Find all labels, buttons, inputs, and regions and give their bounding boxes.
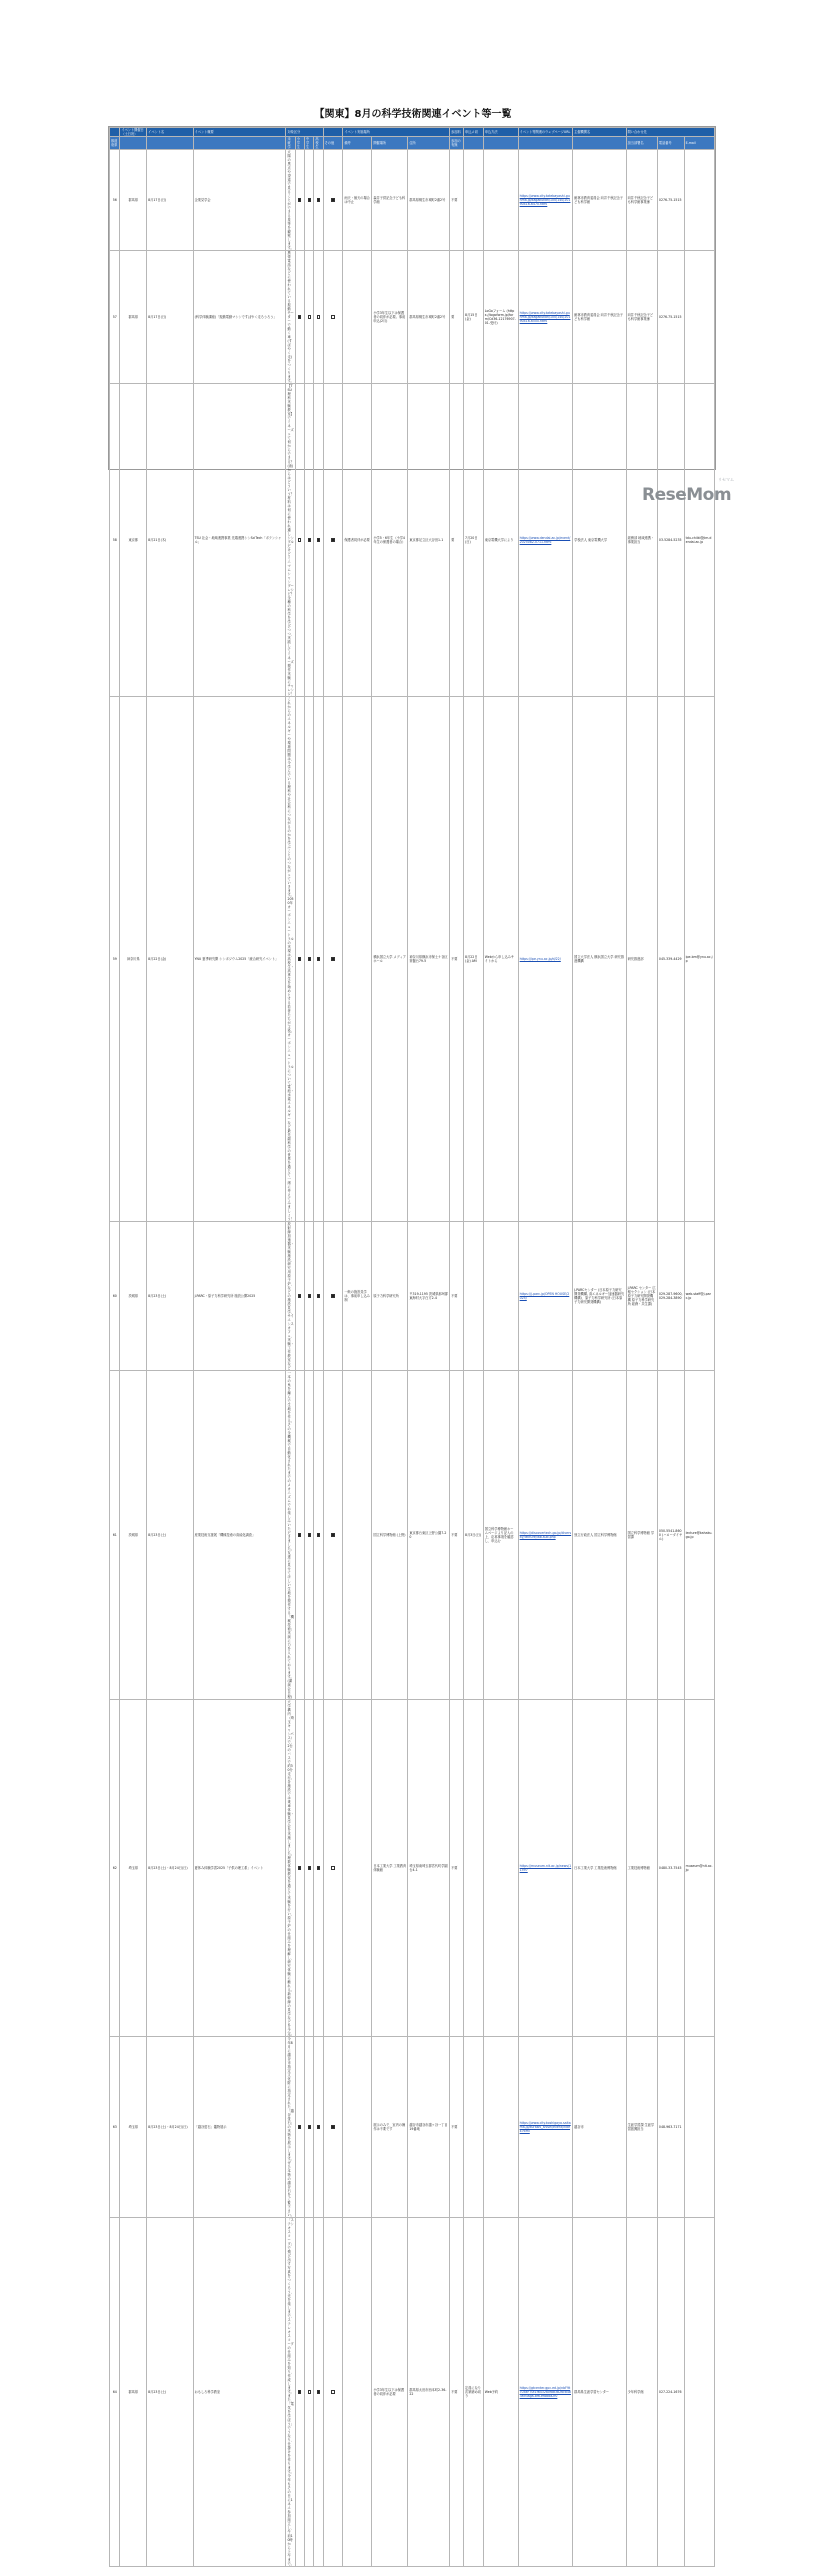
cell-url <box>518 251 573 384</box>
cell-target-check <box>323 697 343 1222</box>
cell-target-check <box>305 697 314 1222</box>
checkbox-icon <box>308 315 311 318</box>
cell-fee: 不要 <box>450 1700 464 2037</box>
header-cell <box>120 137 147 150</box>
checkbox-icon <box>331 2390 334 2393</box>
cell-note <box>343 251 372 384</box>
cell-method <box>483 2037 518 2218</box>
logo-text: ReseMom <box>642 485 732 505</box>
cell-fee: 不要 <box>450 1371 464 1700</box>
cell-target-check <box>314 2037 323 2218</box>
header-cell: 開催場所 <box>372 137 408 150</box>
cell-summary: 今年8月に越谷市指定文化財に指定された「越谷蛍石」の実物を展示します。ぜひ本物の越谷石をご覧下さい。 <box>287 2037 294 2217</box>
cell-pref: 埼玉県 <box>120 2037 147 2218</box>
cell-dept: 生涯学習課 生涯学習振興担当 <box>626 2037 657 2218</box>
header-cell: 担当部署名 <box>626 137 657 150</box>
cell-place: 小学3年生以下は保護者の同伴が必要。事前申込(2月) <box>372 251 408 384</box>
cell-pref: 群馬県 <box>120 2218 147 2567</box>
cell-target-check <box>314 1700 323 2037</box>
cell-addr: 東京都台東区上野公園7-20 <box>408 1371 450 1700</box>
header-cell: E-mail <box>684 137 714 150</box>
header-cell: 参加の有無 <box>450 137 464 150</box>
cell-date: 8月23日(土) <box>147 1222 193 1371</box>
cell-dept: 少年科学館 <box>626 2218 657 2567</box>
header-cell: 高校生 <box>314 137 323 150</box>
checkbox-icon <box>331 2125 334 2128</box>
event-url-link[interactable]: https://discovertech.go.jp/diversity/lecture/lab-sub.php <box>519 1531 572 1539</box>
table-row <box>110 1371 715 1700</box>
cell-tel: 048-963-7171 <box>657 2037 684 2218</box>
checkbox-icon <box>317 538 320 541</box>
checkbox-icon <box>298 1533 301 1536</box>
cell-no: 59 <box>110 697 120 1222</box>
header-cell <box>518 137 573 150</box>
checkbox-icon <box>331 198 334 201</box>
checkbox-icon <box>331 538 334 541</box>
cell-email: ipe-bm@ynu.ac.jp <box>684 697 714 1222</box>
cell-org: J-PARCセンター (日本原子力研究開発機構, 高エネルギー加速器研究機構)、原子力科学研究所 (日本原子力研究開発機構) <box>573 1222 626 1371</box>
cell-dept: 総務部 地域連携・事業担当 <box>626 384 657 697</box>
checkbox-icon <box>317 957 320 960</box>
checkbox-icon <box>308 198 311 201</box>
cell-fee: 不要 <box>450 2037 464 2218</box>
header-cell <box>147 137 193 150</box>
table-row <box>110 251 715 384</box>
header-cell: イベント実施場所 <box>343 128 450 137</box>
cell-target-check <box>295 1371 304 1700</box>
checkbox-icon <box>331 1294 334 1297</box>
cell-name: YNU 夏季研究開 シンポジウム2025「統合研究イベント」 <box>193 697 286 1222</box>
table-row <box>110 384 715 697</box>
cell-org: 学校法人 東京電機大学 <box>573 384 626 697</box>
checkbox-icon <box>308 1294 311 1297</box>
cell-email: lecture@kahaku.go.jp <box>684 1371 714 1700</box>
cell-method: Webから申し込みサイトから <box>483 697 518 1222</box>
cell-addr: 神奈川県横浜市保土ケ谷区常盤台79-5 <box>408 697 450 1222</box>
checkbox-icon <box>298 198 301 201</box>
cell-deadline <box>464 1222 484 1371</box>
checkbox-icon <box>298 2390 301 2393</box>
cell-fee: 不要 <box>450 1222 464 1371</box>
header-row-top <box>110 128 715 137</box>
cell-deadline: 定員になり次第締め切り <box>464 2218 484 2567</box>
cell-deadline: 8月22日(金) AM <box>464 697 484 1222</box>
cell-target-check <box>314 1222 323 1371</box>
cell-email <box>684 2218 714 2567</box>
cell-name: おもしろ科学教室 <box>193 2218 286 2567</box>
cell-target-check <box>305 384 314 697</box>
header-cell: 主催機関名 <box>573 128 626 137</box>
cell-email: museum@nit.ac.jp <box>684 1700 714 2037</box>
event-url-link[interactable]: https://gtcenter.gpc.ed.jp/nbF9tT04kF70t1f6432a0f8b3b26cb4b3a93aga-8f6-ef8bba2f0 <box>519 2386 571 2398</box>
cell-method <box>483 150 518 251</box>
header-cell: 問い合わせ先 <box>626 128 714 137</box>
header-cell: イベント等関連のウェブページURL <box>518 128 573 137</box>
cell-summary: 【TSU理科実験教室】でミネーズって何からできる？(油)からはどういう？ 材料は何に使われ適しシンプルだけどミニマムシャンプーレシピ？ 全種の科学を学びつつ、実践してミネーズ製作実験にチャレンジ！ <box>287 384 294 696</box>
cell-url <box>518 2037 573 2218</box>
cell-org: 館林市教育委員会 向井千秋記念子ども科学館 <box>573 150 626 251</box>
cell-org: 日本工業大学 工業技術博物館 <box>573 1700 626 2037</box>
cell-tel: 0276-75-1515 <box>657 251 684 384</box>
event-url-link[interactable]: https://www.city.tatebayashi.gunma.jp/kagakukan/100/140/20190416-6500.html <box>519 311 571 323</box>
cell-dept: J-PARC センター 広報セクション (日本原子力研究開発機構 原子力科学研究所 総務・共生課) <box>626 1222 657 1371</box>
checkbox-icon <box>308 538 311 541</box>
cell-name: 夏休み体験学習2025「子供の理工系」イベント <box>193 1700 286 2037</box>
checkbox-icon <box>308 2390 311 2393</box>
header-cell <box>464 137 484 150</box>
cell-target-check <box>295 2037 304 2218</box>
cell-date: 8月17日(日) <box>147 150 193 251</box>
cell-name: J-PARC・原子力科学研究所 施設公開2025 <box>193 1222 286 1371</box>
cell-date: 8月21日(木) <box>147 384 193 697</box>
checkbox-icon <box>308 1533 311 1536</box>
checkbox-icon <box>298 315 301 318</box>
header-cell: 中学生 <box>305 137 314 150</box>
header-cell <box>193 137 286 150</box>
cell-fee: 不要 <box>450 2218 464 2567</box>
cell-summary: 放射線加速器・実験施設、研究用原子炉、などの施設見学、サイエンスカフェ、実験・工作教室など <box>287 1222 294 1370</box>
cell-name: 「越谷蛍石」鑑物展示 <box>193 2037 286 2218</box>
event-url-link[interactable]: https://www.dendai.ac.jp/event/2025082-0711.html <box>519 536 571 544</box>
cell-date: 8月17日(日) <box>147 251 193 384</box>
cell-email <box>684 251 714 384</box>
cell-method <box>483 1700 518 2037</box>
cell-url <box>518 1371 573 1700</box>
checkbox-icon <box>298 538 301 541</box>
cell-place: 原子力科学研究所 <box>372 1222 408 1371</box>
cell-email: web-staff@j-parc.jp <box>684 1222 714 1371</box>
cell-target-check <box>305 251 314 384</box>
cell-addr: 東京都足立区大谷田1-1 <box>408 384 450 697</box>
cell-dept: 工業技術博物館 <box>626 1700 657 2037</box>
cell-no: 63 <box>110 2037 120 2218</box>
cell-fee: 不要 <box>450 697 464 1222</box>
cell-dept: 向井千秋記念子ども科学館事業係 <box>626 150 657 251</box>
header-cell: その他 <box>323 137 343 150</box>
cell-target-check <box>305 1371 314 1700</box>
cell-deadline <box>464 1700 484 2037</box>
cell-dept: 国立科学博物館 学習課 <box>626 1371 657 1700</box>
cell-no: 58 <box>110 384 120 697</box>
cell-date: 8月23日(土) <box>147 1371 193 1700</box>
cell-org: 独立行政法人 国立科学博物館 <box>573 1371 626 1700</box>
header-cell: 住所 <box>408 137 450 150</box>
cell-deadline: 7月20日(日) <box>464 384 484 697</box>
cell-summary: 「ステンオスコープ」で飛び出す写真をつくろう、光を楽しまで、ステレオスコープの仕組みを知り、作成します。また、「電気を学ぼう」でうなり、仕掛けを作ります。今年もその日に1ネエ参加組立し、午前10時から上午まで。 <box>287 2218 294 2566</box>
cell-name: TSU 社会・地域連携事業 先端連携シンSciTech「ポテンシャル」 <box>193 384 286 697</box>
checkbox-icon <box>317 2390 320 2393</box>
checkbox-icon <box>331 1866 334 1869</box>
cell-target-check <box>314 384 323 697</box>
cell-place: 横浜国立大学 メディアホール <box>372 697 408 1222</box>
header-cell <box>110 128 120 137</box>
cell-target-check <box>323 2037 343 2218</box>
header-cell: 申込メ切 <box>464 128 484 137</box>
header-cell: 対象区分 <box>286 128 323 137</box>
cell-tel: 045-339-4429 <box>657 697 684 1222</box>
checkbox-icon <box>331 957 334 960</box>
page-title: 【関東】8月の科学技術関連イベント等一覧 <box>314 109 512 120</box>
cell-target-check <box>295 2218 304 2567</box>
cell-method: LoGoフォーム (https://logoform.jp/form/Cd36-12176907-01-受付) <box>483 251 518 384</box>
checkbox-icon <box>298 957 301 960</box>
cell-target-check <box>295 697 304 1222</box>
cell-target-check <box>295 150 304 251</box>
cell-target-check <box>295 251 304 384</box>
cell-target-check <box>323 150 343 251</box>
event-url-link[interactable]: https://www.city.tatebayashi.gunma.jp/kagakukan/100/140/20190416-6470.html <box>519 194 571 206</box>
cell-url <box>518 150 573 251</box>
checkbox-icon <box>317 1294 320 1297</box>
cell-target-check <box>323 2218 343 2567</box>
cell-pref: 東京都 <box>120 384 147 697</box>
event-table <box>109 127 715 2567</box>
table-row <box>110 697 715 1222</box>
checkbox-icon <box>317 1866 320 1869</box>
header-cell <box>483 137 518 150</box>
cell-target-check <box>314 1371 323 1700</box>
event-url-link[interactable]: https://ipe.ynu.ac.jp/d/22/ <box>519 957 561 961</box>
logo-subtext: リセマム <box>718 477 734 482</box>
cell-note: 一般の施設見学は、事前申し込み制 <box>343 1222 372 1371</box>
cell-target-check <box>305 2218 314 2567</box>
cell-addr: 〒319-1195 茨城県那珂郡東海村大字白方2-4 <box>408 1222 450 1371</box>
cell-target-check <box>295 1222 304 1371</box>
cell-date: 8月23日(土)・8月24日(日) <box>147 2037 193 2218</box>
cell-summary: 一本の糸を編んで生地を作る。その全機械で自動化されたまでのメカニズムでお楽しみいただきました。友達に見せてほしい生地を製作する「機械技術」実演に力を入れております。(講演会日程) <box>287 1371 294 1699</box>
checkbox-icon <box>308 1866 311 1869</box>
cell-no: 56 <box>110 150 120 251</box>
checkbox-icon <box>317 1533 320 1536</box>
header-cell: 申込方法 <box>483 128 518 137</box>
cell-tel: 027-224-1676 <box>657 2218 684 2567</box>
header-row-sub <box>110 137 715 150</box>
cell-summary: 携帯電話などに使われている振動モーターで動く車(すばやく走)をつくります。 <box>287 251 294 383</box>
checkbox-icon <box>308 2125 311 2128</box>
cell-place: 国立科学博物館 (上野) <box>372 1371 408 1700</box>
cell-target-check <box>314 150 323 251</box>
cell-no: 60 <box>110 1222 120 1371</box>
header-cell: 都道府県 <box>110 137 120 150</box>
cell-tel: 03-5284-5235 <box>657 384 684 697</box>
event-url-link[interactable]: https://www.city.koshigaya.saitama.jp/kurashi_shisei/event/index.html <box>519 2121 571 2133</box>
cell-url <box>518 697 573 1222</box>
cell-pref: 群馬県 <box>120 251 147 384</box>
cell-fee: 要 <box>450 384 464 697</box>
header-cell: イベント開催日（土日祝） <box>120 128 147 137</box>
cell-target-check <box>323 1371 343 1700</box>
cell-no: 62 <box>110 1700 120 2037</box>
cell-dept: 研究推進部 <box>626 697 657 1222</box>
cell-note <box>343 697 372 1222</box>
cell-url <box>518 1700 573 2037</box>
cell-name: 企業見学会 <box>193 150 286 251</box>
cell-addr: 埼玉県南埼玉郡宮代町学園台4-1 <box>408 1700 450 2037</box>
cell-target-check <box>305 1222 314 1371</box>
cell-org: 国立大学法人 横浜国立大学 研究推進機構 <box>573 697 626 1222</box>
cell-addr: 群馬県太田市西本町2-36-22 <box>408 2218 450 2567</box>
cell-pref: 茨城県 <box>120 1222 147 1371</box>
cell-name: (科学体験講座)「振動電動マシンですばやく走ろうろう」 <box>193 251 286 384</box>
header-cell <box>573 137 626 150</box>
cell-place: 展示のみで、室内の操作は不要です <box>372 2037 408 2218</box>
cell-target-check <box>295 1700 304 2037</box>
resemom-logo <box>642 477 738 517</box>
cell-method: Web予約 <box>483 2218 518 2567</box>
cell-note <box>343 2218 372 2567</box>
event-url-link[interactable]: https://j-parc.jp/OPEN HOUSE/2025/ <box>519 1292 570 1300</box>
cell-target-check <box>323 1700 343 2037</box>
header-cell: 備考 <box>343 137 372 150</box>
cell-pref: 埼玉県 <box>120 1700 147 2037</box>
cell-method: 東京電機大学により <box>483 384 518 697</box>
cell-place: 小学3年生以下は保護者の同伴が必要 <box>372 2218 408 2567</box>
header-cell: 未就学 <box>286 137 295 150</box>
table-row <box>110 150 715 251</box>
cell-addr: 越谷市越谷市越ヶ谷一丁目19番地 <box>408 2037 450 2218</box>
cell-email: tdu-chiiki@jim.dendai.ac.jp <box>684 384 714 697</box>
cell-target-check <box>314 251 323 384</box>
cell-date: 8月23日(土) <box>147 2218 193 2567</box>
cell-tel: 050-5541-8600 (ハローダイヤル) <box>657 1371 684 1700</box>
cell-tel: 0480-33-7545 <box>657 1700 684 2037</box>
cell-place: 日本工業大学 工業教育体験館 <box>372 1700 408 2037</box>
checkbox-icon <box>317 2125 320 2128</box>
cell-note: 雨天・曇天の場合は中止 <box>343 150 372 251</box>
cell-summary: 大学構内（埼玉キャンパス）で、2台のバスで約30分走行。各施設では乗車体験・見学会を実施しました。理数体験教室を通じて実験を行い、原子炉の仕組みを理解し、研究体験に触れる。新幹線の見学などを予定。 <box>287 1700 294 2036</box>
cell-target-check <box>314 2218 323 2567</box>
cell-deadline: 8月15日(金) <box>464 251 484 384</box>
cell-date: 8月23日(土)・8月24日(日) <box>147 1700 193 2037</box>
cell-url <box>518 384 573 697</box>
cell-addr: 群馬県桐生市城町2番2号 <box>408 251 450 384</box>
cell-email <box>684 150 714 251</box>
cell-summary: これからのエネルギーや環境問題は、今学んでいる理科や社会科につながるのかを学ぶことのつながっていきます。2050年カーボンニュートラルの実現は、高校生・高専生を始めとする若者たちが主役。カーボンニュートラルについて、電池・水素エネルギーなど最先端科学の世界を通じて一緒に考えてみましょう！ <box>287 697 294 1221</box>
cell-target-check <box>305 2037 314 2218</box>
cell-date: 8月22日(金) <box>147 697 193 1222</box>
cell-fee: 不要 <box>450 150 464 251</box>
cell-target-check <box>323 384 343 697</box>
header-cell: 参加料 <box>450 128 464 137</box>
cell-note <box>343 2037 372 2218</box>
cell-org: 館林市教育委員会 向井千秋記念子ども科学館 <box>573 251 626 384</box>
checkbox-icon <box>317 198 320 201</box>
cell-no: 61 <box>110 1371 120 1700</box>
cell-deadline <box>464 2037 484 2218</box>
cell-pref: 群馬県 <box>120 150 147 251</box>
cell-target-check <box>295 384 304 697</box>
cell-target-check <box>314 697 323 1222</box>
cell-place: 小学5・6年生（小学4年生の保護者の場合） <box>372 384 408 697</box>
cell-dept: 向井千秋記念子ども科学館事業係 <box>626 251 657 384</box>
cell-tel: 0276-75-1515 <box>657 150 684 251</box>
header-cell: イベント概要 <box>193 128 286 137</box>
cell-target-check <box>305 1700 314 2037</box>
cell-org: 群馬県生涯学習センター <box>573 2218 626 2567</box>
checkbox-icon <box>308 957 311 960</box>
checkbox-icon <box>298 1866 301 1869</box>
cell-method: 国立科学博物館ホームページより記入の上、応募事項を確認し、申込む <box>483 1371 518 1700</box>
cell-email <box>684 2037 714 2218</box>
checkbox-icon <box>298 2125 301 2128</box>
cell-note <box>343 1700 372 2037</box>
cell-deadline: 8月3日(日) <box>464 1371 484 1700</box>
cell-url <box>518 2218 573 2567</box>
cell-target-check <box>323 251 343 384</box>
table-row <box>110 1700 715 2037</box>
header-cell: 小学生 <box>295 137 304 150</box>
cell-method <box>483 1222 518 1371</box>
cell-place: 森井子供記念子ども科学館 <box>372 150 408 251</box>
header-cell: 電話番号 <box>657 137 684 150</box>
cell-target-check <box>305 150 314 251</box>
checkbox-icon <box>331 315 334 318</box>
table-row <box>110 1222 715 1371</box>
cell-no: 64 <box>110 2218 120 2567</box>
header-cell: イベント名 <box>147 128 193 137</box>
cell-target-check <box>323 1222 343 1371</box>
header-cell <box>323 128 343 137</box>
checkbox-icon <box>331 1533 334 1536</box>
cell-note <box>343 1371 372 1700</box>
cell-tel: 029-287-9600, 029-284-3890 <box>657 1222 684 1371</box>
cell-url <box>518 1222 573 1371</box>
checkbox-icon <box>298 1294 301 1297</box>
cell-no: 57 <box>110 251 120 384</box>
cell-fee: 要 <box>450 251 464 384</box>
event-table-body <box>110 150 715 2567</box>
cell-note: 保護者同伴が必要 <box>343 384 372 697</box>
cell-addr: 群馬県桐生市城町2番2号 <box>408 150 450 251</box>
cell-pref: 神奈川県 <box>120 697 147 1222</box>
cell-org: 越谷市 <box>573 2037 626 2218</box>
checkbox-icon <box>317 315 320 318</box>
table-row <box>110 2037 715 2218</box>
table-row <box>110 2218 715 2567</box>
cell-deadline <box>464 150 484 251</box>
event-url-link[interactable]: https://museum.nit.ac.jp/news/11597 <box>519 1864 572 1872</box>
cell-name: 産業技術支援展「機械技術の高能化調査」 <box>193 1371 286 1700</box>
cell-pref: 茨城県 <box>120 1371 147 1700</box>
cell-summary: 太陽の黒点や望遠で見ることができる星等を観察します。 <box>287 150 294 250</box>
